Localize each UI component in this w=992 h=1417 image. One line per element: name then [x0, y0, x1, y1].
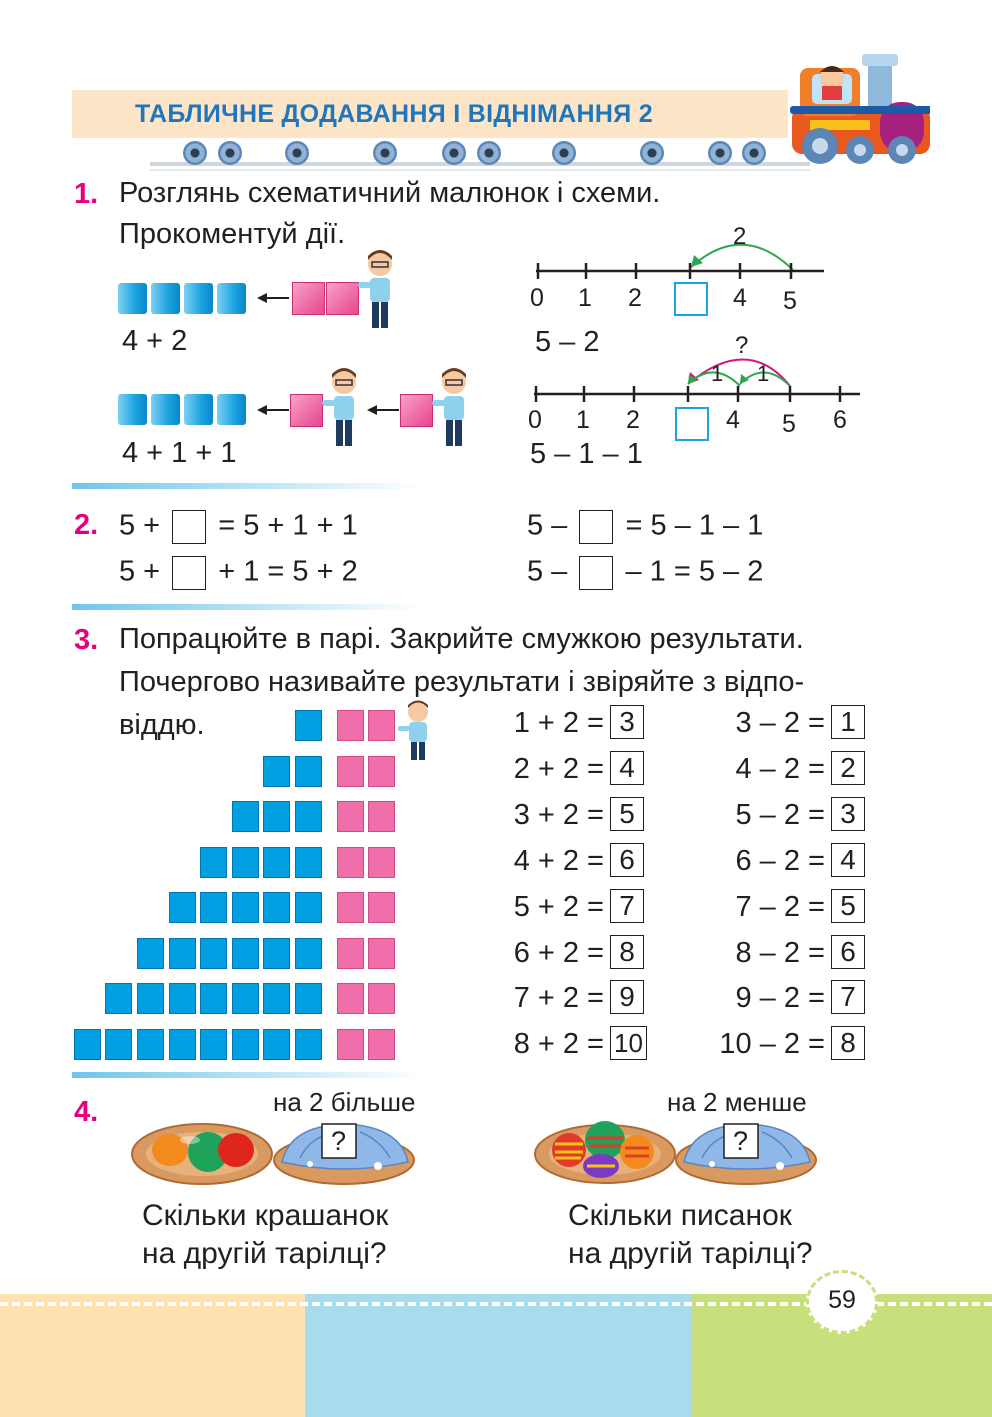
equation-part: + 1 = 5 + 2 [218, 555, 358, 588]
blue-square [200, 938, 227, 969]
arrow-left-icon [255, 290, 291, 306]
exercise-4-number: 4. [74, 1096, 99, 1128]
jump-label: ? [735, 332, 749, 359]
tick-label: 5 [782, 410, 796, 438]
blue-square [295, 1029, 322, 1060]
arrow-left-icon [365, 402, 401, 418]
equation-row [119, 510, 358, 544]
equation-part: 5 + [119, 509, 161, 542]
jump-label: 2 [733, 223, 747, 250]
addition-expression: 5 + 2 = [513, 891, 604, 923]
addition-result-box: 5 [610, 797, 644, 831]
section-divider [72, 1072, 422, 1078]
tick-label: 1 [578, 284, 592, 312]
wheel-icon [373, 141, 397, 165]
subtraction-result-box: 5 [831, 889, 865, 923]
blue-square [200, 847, 227, 878]
footer-band-peach [0, 1294, 305, 1417]
addition-expression: 7 + 2 = [513, 982, 604, 1014]
blue-square [74, 1029, 101, 1060]
wheel-icon [742, 141, 766, 165]
blue-square [263, 847, 290, 878]
subtraction-expression: 7 – 2 = [735, 891, 825, 923]
blue-square [295, 710, 322, 741]
equation-part: = 5 + 1 + 1 [218, 509, 358, 542]
section-divider [72, 483, 422, 489]
answer-box[interactable] [579, 556, 613, 590]
subtraction-result-box: 8 [831, 1026, 865, 1060]
blue-square [263, 1029, 290, 1060]
tick-label: 5 [783, 287, 797, 315]
pink-square [337, 710, 364, 741]
addition-result-box: 3 [610, 705, 644, 739]
tick-label: 4 [726, 406, 740, 434]
subtraction-expression: 3 – 2 = [735, 707, 825, 739]
section-divider [72, 604, 422, 610]
blue-square [263, 938, 290, 969]
exercise-2-number: 2. [74, 509, 99, 541]
tick-label: 4 [733, 284, 747, 312]
exercise-1-number: 1. [74, 178, 99, 210]
plate-with-pysanky [533, 1118, 678, 1184]
tick-label: 6 [833, 406, 847, 434]
pink-square [337, 756, 364, 787]
step-label: 1 [757, 361, 770, 386]
blue-square [263, 983, 290, 1014]
pink-square [368, 1029, 395, 1060]
exercise-3-text-line-1: Попрацюйте в парі. Закрийте смужкою результати. [119, 623, 804, 655]
subtraction-expression: 8 – 2 = [735, 937, 825, 969]
pink-square [368, 892, 395, 923]
pink-square [368, 801, 395, 832]
pink-square [337, 801, 364, 832]
subtraction-result-box: 3 [831, 797, 865, 831]
wheel-icon [442, 141, 466, 165]
equation-row [119, 556, 358, 590]
blue-square [200, 1029, 227, 1060]
blue-square [137, 1029, 164, 1060]
question-left-line-1: Скільки крашанок [142, 1199, 389, 1232]
blue-square [295, 801, 322, 832]
blue-square [200, 983, 227, 1014]
equation-row [527, 556, 763, 590]
wheel-icon [477, 141, 501, 165]
subtraction-expression: 4 – 2 = [735, 753, 825, 785]
addition-expression: 1 + 2 = [513, 707, 604, 739]
question-right-line-1: Скільки писанок [568, 1199, 792, 1232]
boy-illustration [322, 368, 364, 450]
addition-expression: 4 + 2 = [513, 845, 604, 877]
subtraction-expression: 6 – 2 = [735, 845, 825, 877]
plate-with-eggs [130, 1120, 275, 1185]
addition-result-box: 9 [610, 980, 644, 1014]
subtraction-result-box: 2 [831, 751, 865, 785]
addition-expression: 6 + 2 = [513, 937, 604, 969]
hint-more: на 2 більше [273, 1087, 416, 1117]
blue-square [232, 801, 259, 832]
exercise-3-text-line-3: віддю. [119, 709, 205, 741]
tick-label: 1 [576, 406, 590, 434]
wheel-icon [640, 141, 664, 165]
addition-result-box: 4 [610, 751, 644, 785]
pink-cube [292, 282, 325, 315]
subtraction-result-box: 7 [831, 980, 865, 1014]
blue-cube [184, 283, 213, 314]
pink-cube [290, 394, 323, 427]
pink-square [337, 1029, 364, 1060]
pink-square [368, 847, 395, 878]
addition-result-box: 8 [610, 935, 644, 969]
blue-cube [151, 283, 180, 314]
blue-square [105, 1029, 132, 1060]
question-right-line-2: на другій тарілці? [568, 1237, 813, 1270]
equation-part: = 5 – 1 – 1 [625, 509, 764, 542]
blue-cube [217, 283, 246, 314]
tick-label: 2 [626, 406, 640, 434]
question-mark: ? [331, 1126, 347, 1156]
blue-square [105, 983, 132, 1014]
tick-label: 2 [628, 284, 642, 312]
subtraction-expression: 10 – 2 = [719, 1028, 825, 1060]
subtraction-expression: 5 – 2 = [735, 799, 825, 831]
blue-square [232, 938, 259, 969]
wheel-icon [183, 141, 207, 165]
blue-square [295, 892, 322, 923]
pink-square [368, 756, 395, 787]
boy-illustration [396, 700, 436, 762]
pink-square [337, 892, 364, 923]
subtraction-result-box: 4 [831, 843, 865, 877]
page-title: ТАБЛИЧНЕ ДОДАВАННЯ І ВІДНІМАННЯ 2 [135, 100, 653, 128]
blue-square [169, 892, 196, 923]
tick-label: 0 [528, 406, 542, 434]
blue-square [295, 847, 322, 878]
expression-5-minus-2: 5 – 2 [535, 326, 600, 358]
pink-square [368, 938, 395, 969]
blue-square [169, 938, 196, 969]
blue-square [232, 1029, 259, 1060]
exercise-3-number: 3. [74, 624, 99, 656]
blue-square [137, 983, 164, 1014]
blue-cube [217, 394, 246, 425]
equation-part: – 1 = 5 – 2 [625, 555, 764, 588]
question-mark: ? [733, 1126, 749, 1156]
blue-square [263, 892, 290, 923]
question-left-line-2: на другій тарілці? [142, 1237, 387, 1270]
subtraction-expression: 9 – 2 = [735, 982, 825, 1014]
blue-cube [118, 283, 147, 314]
answer-box[interactable] [579, 510, 613, 544]
exercise-1-text-line-1: Розглянь схематичний малюнок і схеми. [119, 177, 661, 209]
blue-square [200, 892, 227, 923]
pink-cube [326, 282, 359, 315]
blue-square [295, 983, 322, 1014]
equation-part: 5 – [527, 509, 568, 542]
blue-square [169, 983, 196, 1014]
equation-row [527, 510, 763, 544]
blue-square [137, 938, 164, 969]
equation-part: 5 + [119, 555, 161, 588]
wheel-icon [218, 141, 242, 165]
equation-part: 5 – [527, 555, 568, 588]
pink-square [337, 983, 364, 1014]
addition-expression: 2 + 2 = [513, 753, 604, 785]
pink-square [368, 983, 395, 1014]
subtraction-result-box: 1 [831, 705, 865, 739]
page-number: 59 [828, 1286, 856, 1314]
blue-cube [151, 394, 180, 425]
addition-result-box: 6 [610, 843, 644, 877]
subtraction-result-box: 6 [831, 935, 865, 969]
blue-cube [118, 394, 147, 425]
expression-4-plus-1-plus-1: 4 + 1 + 1 [122, 437, 237, 469]
addition-expression: 3 + 2 = [513, 799, 604, 831]
blue-square [232, 847, 259, 878]
pink-square [337, 938, 364, 969]
train-illustration [790, 40, 930, 170]
exercise-1-text-line-2: Прокоментуй дії. [119, 218, 346, 250]
addition-result-box: 7 [610, 889, 644, 923]
pink-square [337, 847, 364, 878]
pink-cube [400, 394, 433, 427]
blue-square [232, 892, 259, 923]
addition-result-box: 10 [610, 1026, 647, 1060]
pink-square [368, 710, 395, 741]
expression-4-plus-2: 4 + 2 [122, 325, 188, 357]
addition-expression: 8 + 2 = [513, 1028, 604, 1060]
wheel-icon [552, 141, 576, 165]
blue-square [295, 756, 322, 787]
arrow-left-icon [255, 402, 291, 418]
expression-5-minus-1-minus-1: 5 – 1 – 1 [530, 438, 643, 470]
blue-cube [184, 394, 213, 425]
blue-square [263, 801, 290, 832]
blue-square [263, 756, 290, 787]
footer-band-blue [305, 1294, 692, 1417]
tick-label: 0 [530, 284, 544, 312]
answer-box[interactable] [172, 510, 206, 544]
wheel-icon [708, 141, 732, 165]
blue-square [295, 938, 322, 969]
step-label: 1 [711, 361, 724, 386]
hint-less: на 2 менше [667, 1087, 807, 1117]
boy-illustration [358, 250, 400, 332]
boy-illustration [432, 368, 474, 450]
answer-box[interactable] [172, 556, 206, 590]
blue-square [169, 1029, 196, 1060]
wheel-icon [285, 141, 309, 165]
blue-square [232, 983, 259, 1014]
exercise-3-text-line-2: Почергово називайте результати і звіряйте з відпо- [119, 666, 805, 698]
